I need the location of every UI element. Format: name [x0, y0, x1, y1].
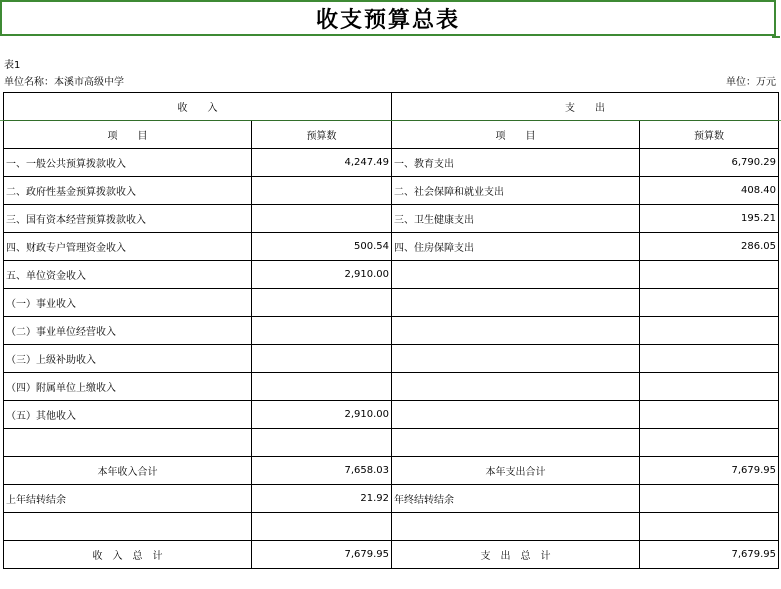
column-header-row [4, 121, 779, 149]
expense-item [392, 373, 640, 401]
table-row [4, 429, 779, 457]
blank-cell [640, 513, 779, 541]
section-header-row [4, 93, 779, 121]
expense-value: 6,790.29 [640, 149, 779, 177]
subtotal-row [4, 457, 779, 485]
table-row [4, 289, 779, 317]
income-item: 二、政府性基金预算拨款收入 [4, 177, 252, 205]
income-item: （三）上级补助收入 [4, 345, 252, 373]
income-value [252, 429, 392, 457]
expense-item [392, 261, 640, 289]
expense-subtotal-label: 本年支出合计 [392, 457, 640, 485]
expense-subtotal-value: 7,679.95 [640, 457, 779, 485]
income-value [252, 177, 392, 205]
title-border-extension [772, 36, 780, 38]
expense-value [640, 289, 779, 317]
table-row [4, 205, 779, 233]
expense-item: 四、住房保障支出 [392, 233, 640, 261]
income-item: （四）附属单位上缴收入 [4, 373, 252, 401]
table-row [4, 177, 779, 205]
expense-item: 二、社会保障和就业支出 [392, 177, 640, 205]
expense-value [640, 345, 779, 373]
expense-item [392, 401, 640, 429]
income-carry-label: 上年结转结余 [4, 485, 252, 513]
income-item-header: 项 目 [4, 121, 252, 149]
expense-value: 195.21 [640, 205, 779, 233]
expense-item [392, 317, 640, 345]
table-row [4, 261, 779, 289]
income-total-label: 收 入 总 计 [4, 541, 252, 569]
table-row [4, 401, 779, 429]
income-carry-value: 21.92 [252, 485, 392, 513]
income-value: 2,910.00 [252, 401, 392, 429]
expense-item-header: 项 目 [392, 121, 640, 149]
income-value [252, 373, 392, 401]
income-value [252, 317, 392, 345]
expense-value [640, 401, 779, 429]
expense-item [392, 345, 640, 373]
income-value [252, 345, 392, 373]
blank-cell [252, 513, 392, 541]
income-item: （一）事业收入 [4, 289, 252, 317]
blank-cell [4, 513, 252, 541]
table-row [4, 233, 779, 261]
expense-value [640, 317, 779, 345]
income-value: 4,247.49 [252, 149, 392, 177]
income-item: 三、国有资本经营预算拨款收入 [4, 205, 252, 233]
expense-carry-value [640, 485, 779, 513]
income-item: 一、一般公共预算拨款收入 [4, 149, 252, 177]
page-title: 收支预算总表 [315, 6, 460, 33]
expense-value [640, 429, 779, 457]
expense-value [640, 373, 779, 401]
blank-row [4, 513, 779, 541]
table-row [4, 345, 779, 373]
title-box [0, 0, 776, 36]
income-subtotal-value: 7,658.03 [252, 457, 392, 485]
expense-total-label: 支 出 总 计 [392, 541, 640, 569]
income-section-header: 收 入 [4, 93, 392, 121]
income-value [252, 289, 392, 317]
expense-value [640, 261, 779, 289]
income-value: 500.54 [252, 233, 392, 261]
expense-value: 286.05 [640, 233, 779, 261]
budget-table [3, 92, 779, 569]
expense-budget-header: 预算数 [640, 121, 779, 149]
table-row [4, 149, 779, 177]
income-budget-header: 预算数 [252, 121, 392, 149]
table-row [4, 373, 779, 401]
income-item [4, 429, 252, 457]
table-row [4, 317, 779, 345]
table-label: 表1 [4, 60, 21, 71]
income-item: （二）事业单位经营收入 [4, 317, 252, 345]
carry-row [4, 485, 779, 513]
income-value [252, 205, 392, 233]
grand-total-row [4, 541, 779, 569]
blank-cell [392, 513, 640, 541]
unit-name: 单位名称：本溪市高级中学 [4, 77, 124, 88]
unit-label: 单位：万元 [726, 77, 776, 88]
income-item: （五）其他收入 [4, 401, 252, 429]
income-subtotal-label: 本年收入合计 [4, 457, 252, 485]
income-value: 2,910.00 [252, 261, 392, 289]
expense-item: 三、卫生健康支出 [392, 205, 640, 233]
expense-carry-label: 年终结转结余 [392, 485, 640, 513]
expense-section-header: 支 出 [392, 93, 779, 121]
expense-item: 一、教育支出 [392, 149, 640, 177]
income-item: 五、单位资金收入 [4, 261, 252, 289]
expense-item [392, 429, 640, 457]
expense-total-value: 7,679.95 [640, 541, 779, 569]
expense-value: 408.40 [640, 177, 779, 205]
expense-item [392, 289, 640, 317]
income-total-value: 7,679.95 [252, 541, 392, 569]
income-item: 四、财政专户管理资金收入 [4, 233, 252, 261]
selection-line [0, 120, 781, 121]
